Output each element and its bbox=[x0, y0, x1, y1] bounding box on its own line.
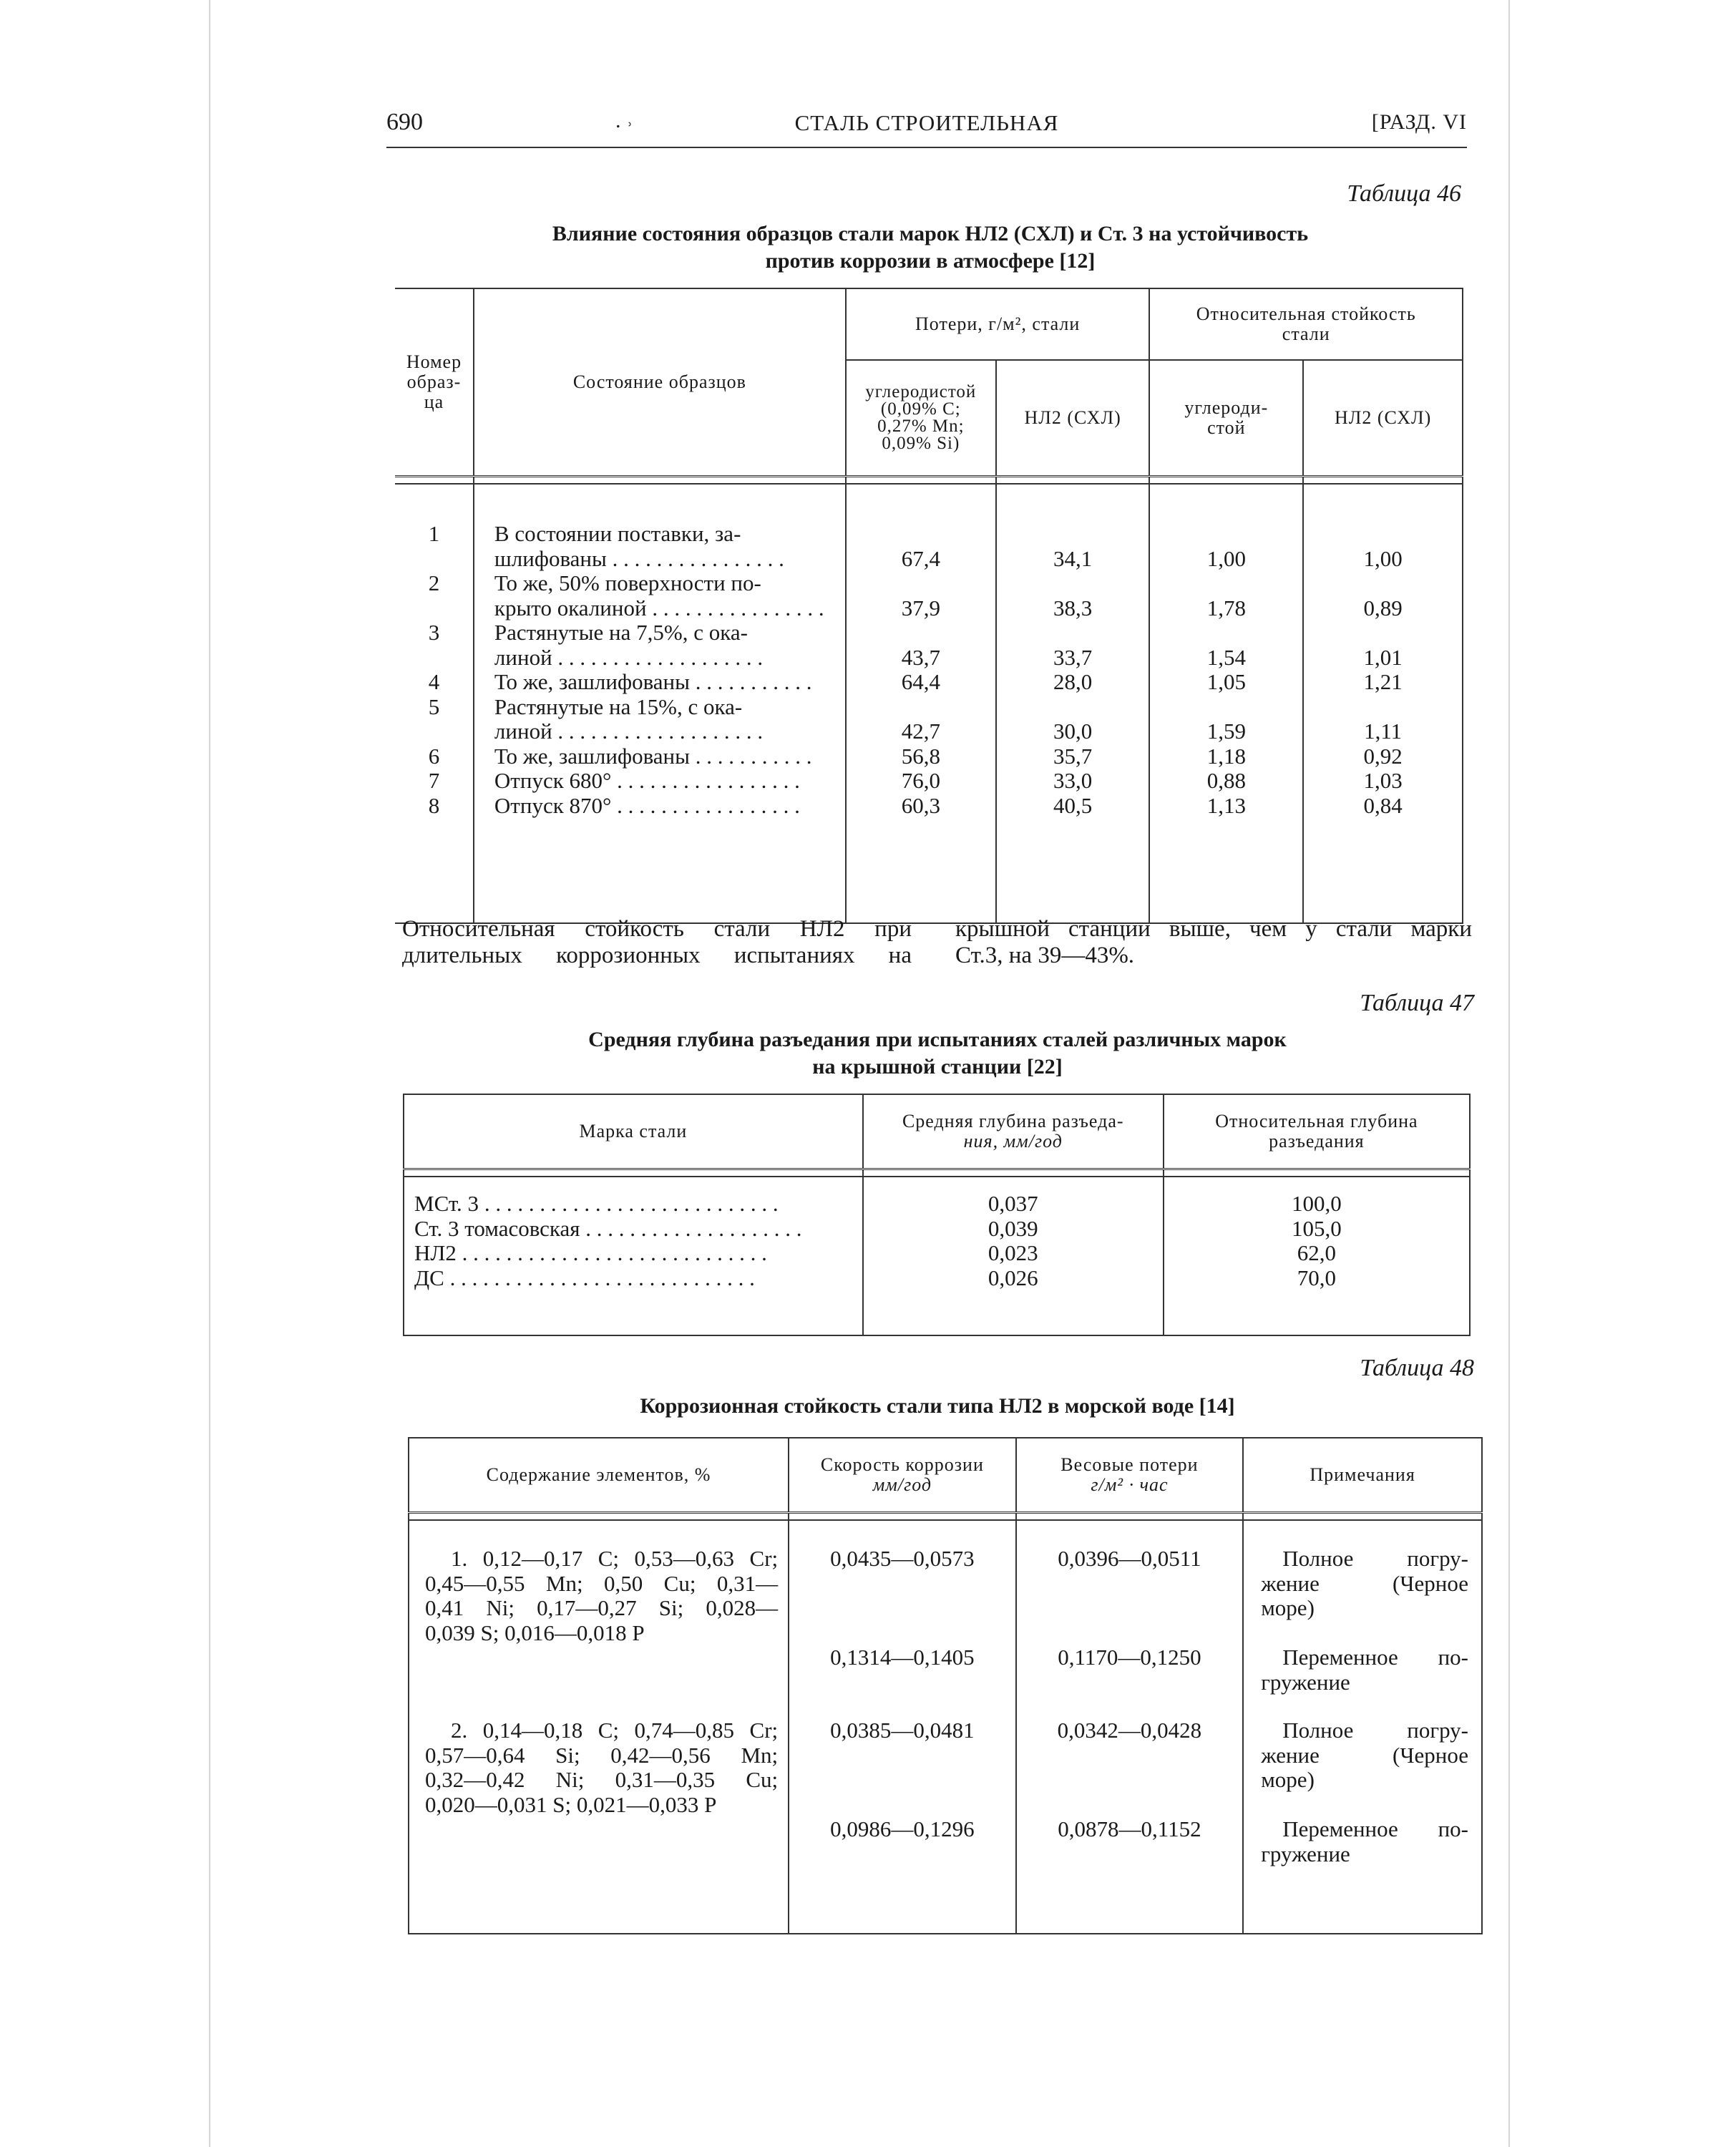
table46-row8-line1: Отпуск 870° . . . . . . . . . . . . . . . . . bbox=[494, 792, 800, 818]
table47-header-relative: Относительная глубина разъедания bbox=[1164, 1094, 1470, 1169]
table48-note1: Полное погру- жение (Черное море) bbox=[1261, 1546, 1468, 1620]
table46-caption-line1: Влияние состояния образцов стали марок НЛ2 (СХЛ) и Ст. 3 на устойчивость bbox=[552, 222, 1309, 245]
table46-number-column: 1 2 3 4 5 6 7 8 bbox=[395, 484, 474, 923]
table48-header-content: Содержание элементов, % bbox=[409, 1438, 789, 1513]
table47-label: Таблица 47 bbox=[1360, 990, 1474, 1016]
table46-row2-line2: крыто окалиной . . . . . . . . . . . . . . . . bbox=[494, 595, 824, 620]
print-mark: . ˒ bbox=[615, 109, 633, 132]
table48-header-notes: Примечания bbox=[1243, 1438, 1482, 1513]
table46-row6-line1: То же, зашлифованы . . . . . . . . . . . bbox=[494, 743, 812, 769]
page-edge-left bbox=[209, 0, 210, 2147]
paragraph-right-line2: Ст.3, на 39—43%. bbox=[955, 943, 1135, 968]
table46-row7-line1: Отпуск 680° . . . . . . . . . . . . . . . . . bbox=[494, 768, 800, 793]
table46-header-relative: Относительная стойкость стали bbox=[1149, 288, 1463, 360]
table48-group2-content: 2. 0,14—0,18 C; 0,74—0,85 Cr; 0,57—0,64 Si; 0,42—0,56 Mn; 0,32—0,42 Ni; 0,31—0,35 Cu; 0,020—0,031 S; 0,021—0,033 P bbox=[425, 1718, 779, 1817]
table46-row3-line2: линой . . . . . . . . . . . . . . . . . . . bbox=[494, 644, 764, 670]
table46-row5-line2: линой . . . . . . . . . . . . . . . . . . . bbox=[494, 719, 764, 744]
table46-nl2-column: 34,1 38,3 33,7 28,0 30,0 35,7 33,0 40,5 bbox=[996, 484, 1150, 923]
table48-caption: Коррозионная стойкость стали типа НЛ2 в морской воде [14] bbox=[640, 1394, 1235, 1418]
table46-header-condition: Состояние образцов bbox=[474, 288, 846, 477]
table46-rel-nl2-column: 1,00 0,89 1,01 1,21 1,11 0,92 1,03 0,84 bbox=[1303, 484, 1463, 923]
table46-row2-line1: То же, 50% поверхности по- bbox=[494, 570, 761, 595]
table46 bbox=[395, 288, 1463, 924]
table46-header-nl2: НЛ2 (СХЛ) bbox=[996, 360, 1150, 477]
table46-header-rel-carbon: углероди- стой bbox=[1149, 360, 1303, 477]
table48-label: Таблица 48 bbox=[1360, 1355, 1474, 1381]
table46-carbon-column: 67,4 37,9 43,7 64,4 42,7 56,8 76,0 60,3 bbox=[846, 484, 996, 923]
table48-note3: Полное погру- жение (Черное море) bbox=[1261, 1718, 1468, 1792]
table48 bbox=[408, 1437, 1483, 1934]
section-label: [РАЗД. VI bbox=[1371, 110, 1467, 134]
table46-caption-line2: против коррозии в атмосфере [12] bbox=[765, 249, 1096, 273]
table47-grade-column bbox=[404, 1177, 863, 1335]
table47-relative-column: 100,0 105,0 62,0 70,0 bbox=[1164, 1177, 1470, 1335]
table47-caption bbox=[401, 1026, 1474, 1081]
table47-row3: НЛ2 . . . . . . . . . . . . . . . . . . . . . . . . . . . . bbox=[414, 1240, 767, 1265]
table46-caption bbox=[401, 220, 1460, 275]
table48-content-column bbox=[409, 1520, 789, 1934]
running-header bbox=[386, 109, 1467, 145]
table47-caption-line2: на крышной станции [22] bbox=[812, 1055, 1063, 1079]
table48-note4: Переменное по- гружение bbox=[1261, 1816, 1468, 1866]
paragraph-left-line1: Относительная стойкость стали НЛ2 при bbox=[402, 916, 912, 942]
table48-rate-column: 0,0435—0,0573 0,1314—0,1405 0,0385—0,0481 0,0986—0,1296 bbox=[789, 1520, 1016, 1934]
table46-header-number: Номер образ- ца bbox=[395, 288, 474, 477]
paragraph-right-line1: крышной станции выше, чем у стали марки bbox=[955, 916, 1472, 942]
page-edge-right bbox=[1508, 0, 1510, 2147]
table46-row5-line1: Растянутые на 15%, с ока- bbox=[494, 693, 743, 719]
table46-rel-carbon-column: 1,00 1,78 1,54 1,05 1,59 1,18 0,88 1,13 bbox=[1149, 484, 1303, 923]
table47-depth-column: 0,037 0,039 0,023 0,026 bbox=[863, 1177, 1164, 1335]
table47-row1: МСт. 3 . . . . . . . . . . . . . . . . . . . . . . . . . . . bbox=[414, 1191, 779, 1216]
table46-row4-line1: То же, зашлифованы . . . . . . . . . . . bbox=[494, 669, 812, 694]
table48-header-rate: Скорость коррозии мм/год bbox=[789, 1438, 1016, 1513]
paragraph-left-line2: длительных коррозионных испытаниях на bbox=[402, 943, 912, 968]
table46-condition-column bbox=[474, 484, 846, 923]
table46-header-carbon: углеродистой (0,09% C; 0,27% Mn; 0,09% Si) bbox=[846, 360, 996, 477]
table46-header-losses: Потери, г/м², стали bbox=[846, 288, 1150, 360]
table46-label: Таблица 46 bbox=[1347, 180, 1461, 207]
body-paragraph-right bbox=[955, 916, 1472, 969]
table47-row4: ДС . . . . . . . . . . . . . . . . . . . . . . . . . . . . bbox=[414, 1265, 755, 1290]
table48-header-weight: Весовые потери г/м² · час bbox=[1016, 1438, 1244, 1513]
table48-weight-column: 0,0396—0,0511 0,1170—0,1250 0,0342—0,0428 0,0878—0,1152 bbox=[1016, 1520, 1244, 1934]
table48-note2: Переменное по- гружение bbox=[1261, 1645, 1468, 1695]
body-paragraph-left bbox=[402, 916, 912, 969]
table46-row1-line2: шлифованы . . . . . . . . . . . . . . . . bbox=[494, 545, 784, 571]
table47-row2: Ст. 3 томасовская . . . . . . . . . . . . . . . . . . . . bbox=[414, 1215, 802, 1241]
page-title: СТАЛЬ СТРОИТЕЛЬНАЯ bbox=[794, 110, 1059, 135]
table48-group1-content: 1. 0,12—0,17 C; 0,53—0,63 Cr; 0,45—0,55 Mn; 0,50 Cu; 0,31— 0,41 Ni; 0,17—0,27 Si; 0,028— 0,039 S; 0,016—0,018 P bbox=[425, 1546, 779, 1645]
table46-row1-line1: В состоянии поставки, за- bbox=[494, 521, 741, 546]
table47 bbox=[403, 1094, 1471, 1336]
table48-notes-column bbox=[1243, 1520, 1482, 1934]
table47-header-depth: Средняя глубина разъеда- ния, мм/год bbox=[863, 1094, 1164, 1169]
table46-row3-line1: Растянутые на 7,5%, с ока- bbox=[494, 620, 748, 645]
header-rule bbox=[386, 147, 1467, 148]
table47-header-grade: Марка стали bbox=[404, 1094, 863, 1169]
page-number: 690 bbox=[386, 109, 423, 135]
table47-caption-line1: Средняя глубина разъедания при испытаниях сталей различных марок bbox=[588, 1028, 1287, 1051]
table46-header-rel-nl2: НЛ2 (СХЛ) bbox=[1303, 360, 1463, 477]
